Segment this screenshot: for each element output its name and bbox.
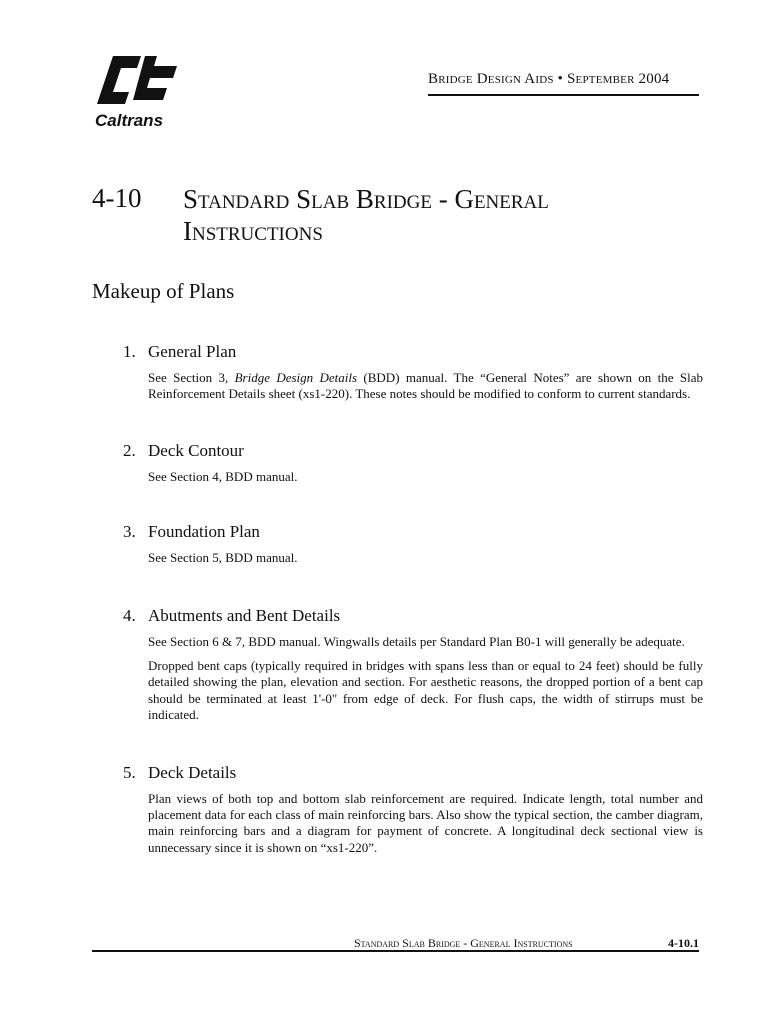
item-text: See Section 3,	[148, 370, 235, 385]
item-number: 1.	[123, 342, 136, 361]
section-heading: Makeup of Plans	[92, 279, 235, 303]
header-rule	[428, 94, 699, 96]
item-number: 2.	[123, 441, 136, 460]
item-heading	[123, 762, 703, 784]
item-text: Plan views of both top and bottom slab reinforcement are required. Indicate length, total number and placement data for each class of main reinforcing bars. Also show the typical section, the camber diagram, main reinforcing bars and a diagram for payment of concrete. A longitudinal deck sectional view is unnecessary since it is shown on “xs1-220”.	[148, 791, 703, 855]
list-item	[123, 341, 703, 410]
caltrans-logo	[93, 52, 181, 130]
list-item	[123, 521, 703, 574]
item-heading	[123, 341, 703, 363]
footer-rule	[92, 950, 699, 952]
footer	[354, 936, 699, 951]
item-title: Deck Details	[148, 763, 237, 782]
item-title: Foundation Plan	[148, 522, 260, 541]
item-text: See Section 5, BDD manual.	[148, 550, 298, 565]
item-title: Abutments and Bent Details	[148, 606, 341, 625]
chapter-number: 4-10	[92, 183, 142, 213]
item-body	[148, 370, 703, 402]
item-heading	[123, 605, 703, 627]
list-item	[123, 762, 703, 864]
item-title: General Plan	[148, 342, 237, 361]
item-text: See Section 4, BDD manual.	[148, 469, 298, 484]
item-body	[148, 791, 703, 856]
list-item	[123, 440, 703, 493]
item-text-italic: Bridge Design Details	[234, 370, 358, 385]
item-text: Dropped bent caps (typically required in bridges with spans less than or equal to 24 feet) should be fully detailed showing the plan, elevation and section. For aesthetic reasons, the dropped portion of a bent cap should be terminated at least 1'-0" from edge of deck. For flush caps, the width of stirrups must be indicated.	[148, 658, 703, 722]
page-number: 4-10.1	[668, 936, 699, 950]
item-number: 4.	[123, 606, 136, 625]
list-item	[123, 605, 703, 731]
logo-wordmark: Caltrans	[95, 111, 164, 130]
footer-title: Standard Slab Bridge - General Instructions	[354, 936, 573, 950]
item-text: (BDD) manual. The “General Notes” are shown on the Slab Reinforcement Details sheet (xs1-220). These notes should be modified to conform to current standards.	[148, 370, 704, 402]
running-head: Bridge Design Aids • September 2004	[428, 71, 670, 87]
item-text: See Section 6 & 7, BDD manual. Wingwalls details per Standard Plan B0-1 will generally be adequate.	[148, 634, 685, 649]
item-body	[148, 469, 703, 485]
item-number: 3.	[123, 522, 136, 541]
item-number: 5.	[123, 763, 136, 782]
item-title: Deck Contour	[148, 441, 244, 460]
item-heading	[123, 521, 703, 543]
item-body	[148, 550, 703, 566]
item-body	[148, 634, 703, 723]
item-heading	[123, 440, 703, 462]
chapter-title: Standard Slab Bridge - General Instructions	[183, 184, 549, 246]
